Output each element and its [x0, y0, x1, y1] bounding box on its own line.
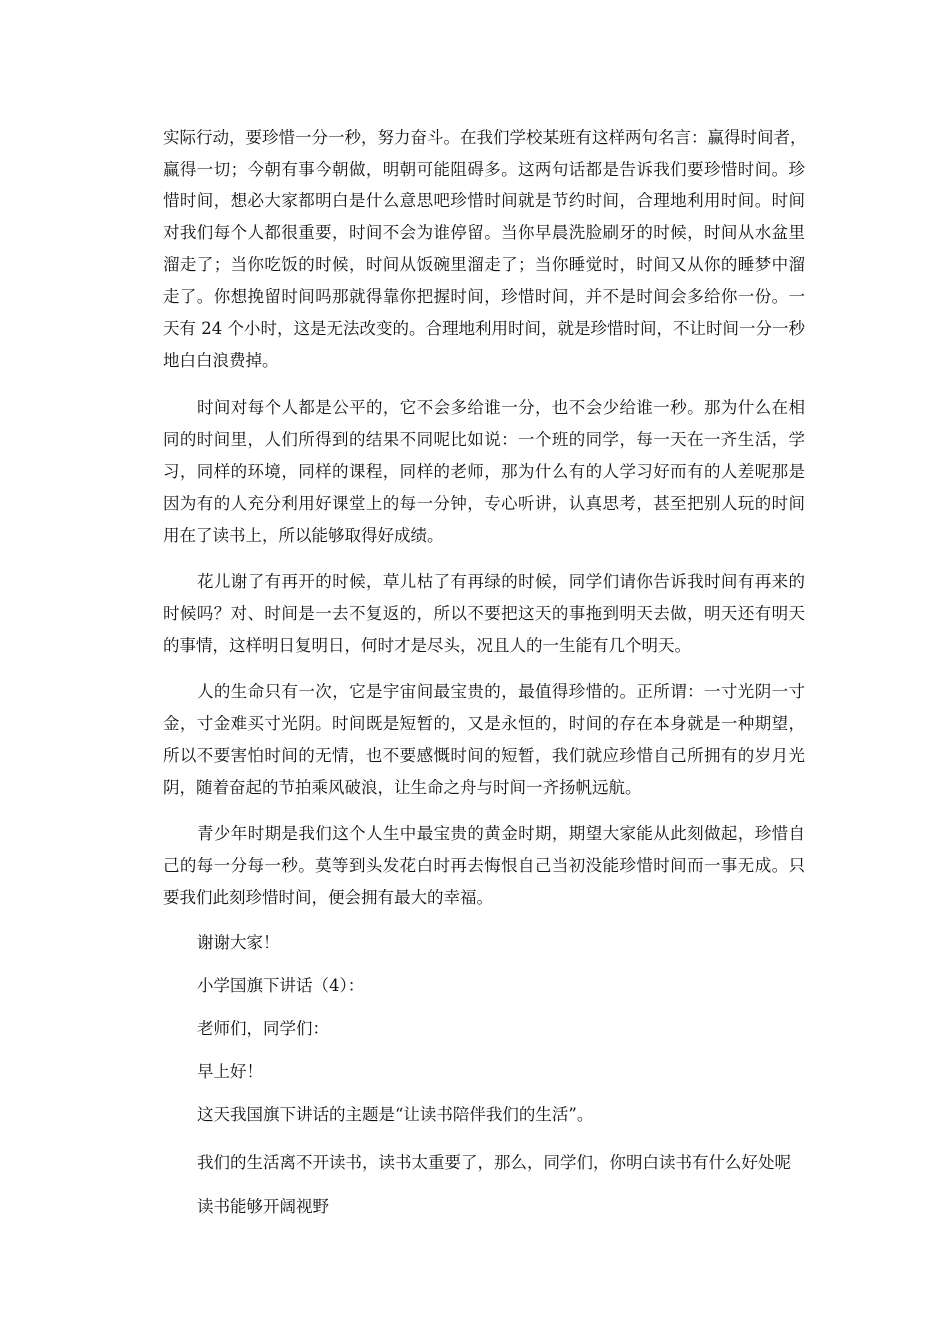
text-line: 习，同样的环境，同样的课程，同样的老师，那为什么有的人学习好而有的人差呢那是	[163, 462, 805, 481]
text-line: 时间对每个人都是公平的，它不会多给谁一分，也不会少给谁一秒。那为什么在相	[197, 398, 805, 417]
closing-thanks: 谢谢大家！	[197, 933, 280, 952]
body-text: 我们的生活离不开读书，读书太重要了，那么，同学们，你明白读书有什么好处呢	[197, 1153, 791, 1172]
salutation: 老师们，同学们：	[197, 1019, 329, 1038]
text-line: 溜走了；当你吃饭的时候，时间从饭碗里溜走了；当你睡觉时，时间又从你的睡梦中溜	[163, 255, 805, 274]
text-line: 阴，随着奋起的节拍乘风破浪，让生命之舟与时间一齐扬帆远航。	[163, 778, 642, 797]
greeting: 早上好！	[197, 1062, 263, 1081]
text-line: 天有 24 个小时，这是无法改变的。合理地利用时间，就是珍惜时间，不让时间一分一秒	[163, 319, 805, 338]
subheading: 读书能够开阔视野	[197, 1197, 329, 1216]
text-line: 同的时间里，人们所得到的结果不同呢比如说：一个班的同学，每一天在一齐生活，学	[163, 430, 805, 449]
text-line: 用在了读书上，所以能够取得好成绩。	[163, 526, 444, 545]
text-line: 青少年时期是我们这个人生中最宝贵的黄金时期，期望大家能从此刻做起，珍惜自	[197, 824, 805, 843]
text-line: 惜时间，想必大家都明白是什么意思吧珍惜时间就是节约时间，合理地利用时间。时间	[163, 191, 805, 210]
text-line: 人的生命只有一次，它是宇宙间最宝贵的，最值得珍惜的。正所谓：一寸光阴一寸	[197, 682, 805, 701]
text-line: 时候吗？对、时间是一去不复返的，所以不要把这天的事拖到明天去做，明天还有明天	[163, 604, 805, 623]
text-line: 走了。你想挽留时间吗那就得靠你把握时间，珍惜时间，并不是时间会多给你一份。一	[163, 287, 805, 306]
text-line: 实际行动，要珍惜一分一秒，努力奋斗。在我们学校某班有这样两句名言：赢得时间者，	[163, 128, 807, 147]
text-line: 赢得一切；今朝有事今朝做，明朝可能阻碍多。这两句话都是告诉我们要珍惜时间。珍	[163, 160, 805, 179]
text-line: 花儿谢了有再开的时候，草儿枯了有再绿的时候，同学们请你告诉我时间有再来的	[197, 572, 805, 591]
text-line: 要我们此刻珍惜时间，便会拥有最大的幸福。	[163, 888, 493, 907]
text-line: 因为有的人充分利用好课堂上的每一分钟，专心听讲，认真思考，甚至把别人玩的时间	[163, 494, 805, 513]
text-line: 地白白浪费掉。	[163, 351, 279, 370]
speech-topic: 这天我国旗下讲话的主题是“让读书陪伴我们的生活”。	[197, 1105, 594, 1124]
text-line: 所以不要害怕时间的无情，也不要感慨时间的短暂，我们就应珍惜自己所拥有的岁月光	[163, 746, 805, 765]
text-line: 对我们每个人都很重要，时间不会为谁停留。当你早晨洗脸刷牙的时候，时间从水盆里	[163, 223, 805, 242]
text-line: 己的每一分每一秒。莫等到头发花白时再去悔恨自己当初没能珍惜时间而一事无成。只	[163, 856, 805, 875]
speech-heading: 小学国旗下讲话（4）：	[197, 976, 365, 995]
text-line: 的事情，这样明日复明日，何时才是尽头，况且人的一生能有几个明天。	[163, 636, 691, 655]
text-line: 金，寸金难买寸光阴。时间既是短暂的，又是永恒的，时间的存在本身就是一种期望，	[163, 714, 805, 733]
